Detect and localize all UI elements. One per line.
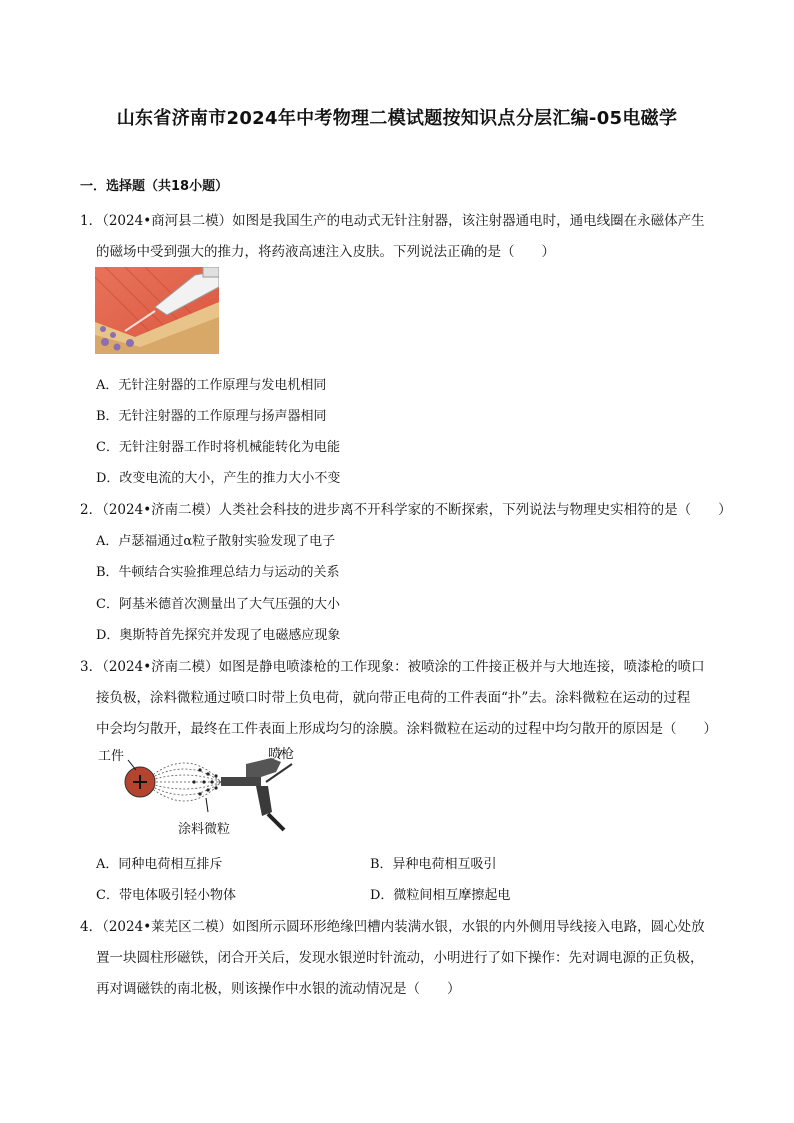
figure-label-workpiece: 工件	[98, 749, 125, 764]
needle-free-injector-image	[95, 267, 219, 354]
q3-stem-line2: 接负极，涂料微粒通过喷口时带上负电荷，就向带正电荷的工件表面“扑”去。涂料微粒在运动的过程	[96, 690, 691, 706]
figure-label-paint-particles: 涂料微粒	[178, 822, 231, 837]
q4-stem-line2: 置一块圆柱形磁铁，闭合开关后，发现水银逆时针流动，小明进行了如下操作：先对调电源的正负极，	[96, 950, 704, 966]
q2-option-b: B．牛顿结合实验推理总结力与运动的关系	[96, 565, 340, 580]
q3-stem-line3: 中会均匀散开，最终在工件表面上形成均匀的涂膜。涂料微粒在运动的过程中均匀散开的原因是（ ）	[96, 721, 717, 737]
figure-label-spray-gun: 喷枪	[268, 747, 295, 762]
page-title: 山东省济南市2024年中考物理二模试题按知识点分层汇编-05电磁学	[116, 108, 678, 129]
section-heading: 一．选择题（共18小题）	[80, 179, 229, 194]
q1-option-d: D．改变电流的大小，产生的推力大小不变	[96, 471, 341, 486]
q3-option-b: B．异种电荷相互吸引	[370, 857, 497, 872]
q4-stem-line3: 再对调磁铁的南北极，则该操作中水银的流动情况是（ ）	[96, 981, 461, 997]
q1-stem-line2: 的磁场中受到强大的推力，将药液高速注入皮肤。下列说法正确的是（ ）	[96, 244, 555, 260]
q2-option-d: D．奥斯特首先探究并发现了电磁感应现象	[96, 628, 341, 643]
q3-option-d: D．微粒间相互摩擦起电	[370, 888, 511, 903]
q1-stem-line1: 1．（2024•商河县二模）如图是我国生产的电动式无针注射器，该注射器通电时，通电线圈在永磁体产生	[80, 213, 705, 229]
q3-option-a: A．同种电荷相互排斥	[96, 857, 223, 872]
q2-option-a: A．卢瑟福通过α粒子散射实验发现了电子	[96, 534, 336, 549]
q1-option-a: A．无针注射器的工作原理与发电机相同	[96, 378, 327, 393]
q3-option-c: C．带电体吸引轻小物体	[96, 888, 236, 903]
q3-stem-line1: 3．（2024•济南二模）如图是静电喷漆枪的工作现象：被喷涂的工件接正极并与大地连接，喷漆枪的喷口	[80, 659, 705, 675]
q2-option-c: C．阿基米德首次测量出了大气压强的大小	[96, 597, 340, 612]
q1-option-c: C．无针注射器工作时将机械能转化为电能	[96, 440, 340, 455]
spray-gun-diagram	[96, 742, 296, 838]
q4-stem-line1: 4．（2024•莱芜区二模）如图所示圆环形绝缘凹槽内装满水银，水银的内外侧用导线接入电路，圆心处放	[80, 919, 705, 935]
q2-stem-line1: 2．（2024•济南二模）人类社会科技的进步离不开科学家的不断探索，下列说法与物理史实相符的是（ ）	[80, 502, 732, 518]
q1-option-b: B．无针注射器的工作原理与扬声器相同	[96, 409, 327, 424]
